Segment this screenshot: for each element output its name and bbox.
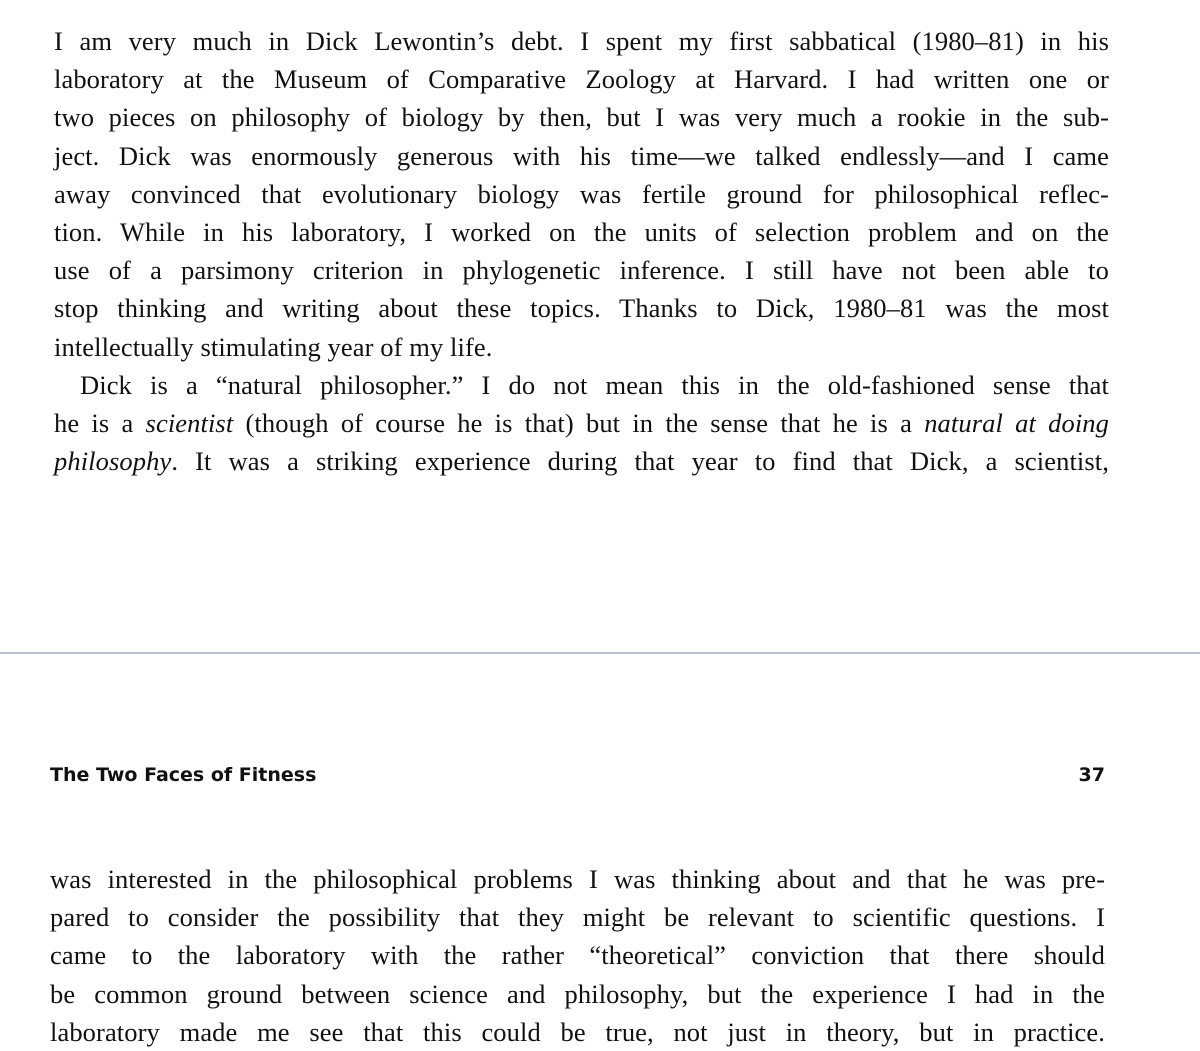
text-line: [54, 404, 1109, 442]
text-line: laboratory made me see that this could be true, not just in theory, but in practice.: [50, 1016, 1105, 1047]
text-line: laboratory at the Museum of Comparative Zoology at Harvard. I had written one or: [54, 64, 1109, 95]
text-line: ject. Dick was enormously generous with his time—we talked endlessly—and I came: [54, 140, 1109, 171]
page-number: 37: [1078, 764, 1105, 786]
text-line: away convinced that evolutionary biology was fertile ground for philosophical reflec-: [54, 178, 1109, 209]
page-divider: [0, 652, 1200, 654]
text-line: pared to consider the possibility that they might be relevant to scientific questions. I: [50, 902, 1105, 933]
running-header: [50, 760, 1105, 790]
italic-text: scientist: [145, 407, 234, 438]
text-run: (though of course he is that) but in the sense that he is a: [233, 407, 925, 438]
italic-text: natural at doing: [924, 407, 1109, 438]
text-line: two pieces on philosophy of biology by then, but I was very much a rookie in the sub-: [54, 102, 1109, 133]
text-run: . It was a striking experience during that year to find that Dick, a scientist,: [171, 446, 1109, 477]
text-line: came to the laboratory with the rather “theoretical” conviction that there should: [50, 940, 1105, 971]
text-line: intellectually stimulating year of my life.: [54, 331, 493, 362]
text-line: tion. While in his laboratory, I worked on the units of selection problem and on the: [54, 216, 1109, 247]
text-line: [54, 442, 1109, 480]
page-text-bottom: [50, 860, 1105, 1051]
chapter-title: The Two Faces of Fitness: [50, 764, 317, 786]
text-line: I am very much in Dick Lewontin’s debt. I spent my first sabbatical (1980–81) in his: [54, 26, 1109, 56]
text-line: use of a parsimony criterion in phylogenetic inference. I still have not been able to: [54, 255, 1109, 286]
text-line: stop thinking and writing about these topics. Thanks to Dick, 1980–81 was the most: [54, 293, 1109, 324]
page-text-top: [54, 22, 1109, 480]
italic-text: philosophy: [54, 446, 172, 477]
text-line: be common ground between science and philosophy, but the experience I had in the: [50, 978, 1105, 1009]
text-line: Dick is a “natural philosopher.” I do not mean this in the old-fashioned sense that: [80, 369, 1109, 400]
text-line: was interested in the philosophical problems I was thinking about and that he was pre-: [50, 864, 1105, 894]
text-run: he is a: [54, 407, 146, 438]
